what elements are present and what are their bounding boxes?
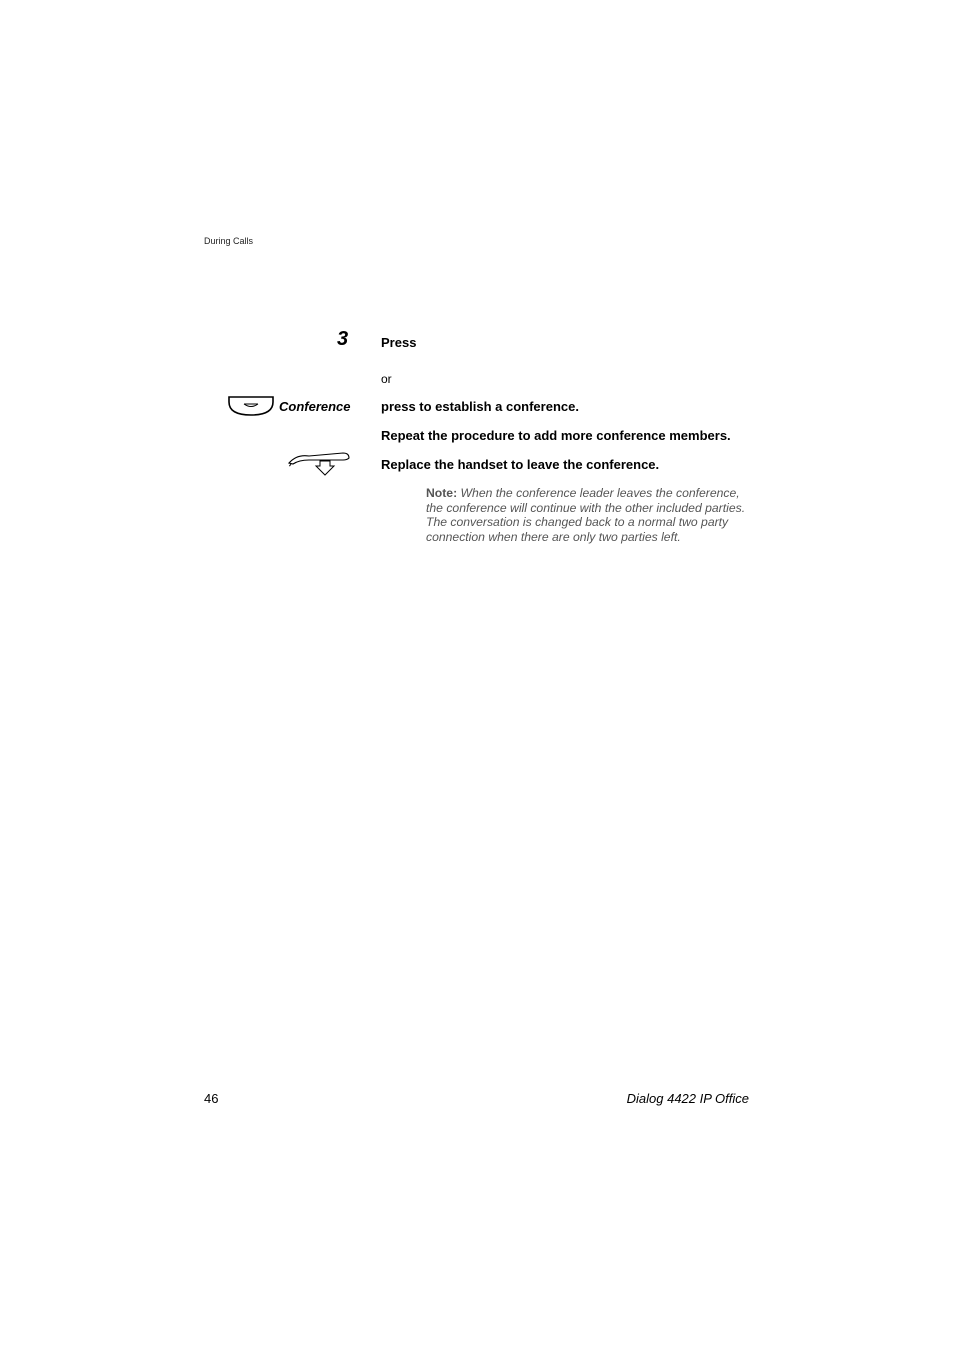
press-conference-instruction: press to establish a conference.	[381, 399, 579, 414]
step-number: 3	[337, 328, 349, 350]
or-text: or	[381, 372, 392, 386]
note-text: When the conference leader leaves the conference, the conference will continue with the other included parties. The conversation is changed back to a normal two party connection when there are only two parties left.	[426, 486, 746, 544]
note	[426, 486, 756, 544]
handset-replace-icon	[287, 451, 351, 477]
repeat-instruction: Repeat the procedure to add more conference members.	[381, 428, 731, 443]
document-title: Dialog 4422 IP Office	[626, 1091, 749, 1106]
replace-handset-instruction: Replace the handset to leave the conference.	[381, 457, 660, 472]
softkey-icon	[228, 396, 274, 416]
press-instruction: Press	[381, 335, 417, 350]
conference-softkey-label: Conference	[279, 399, 351, 414]
section-header: During Calls	[204, 236, 254, 246]
page-number: 46	[204, 1091, 219, 1106]
note-label: Note:	[426, 486, 458, 500]
